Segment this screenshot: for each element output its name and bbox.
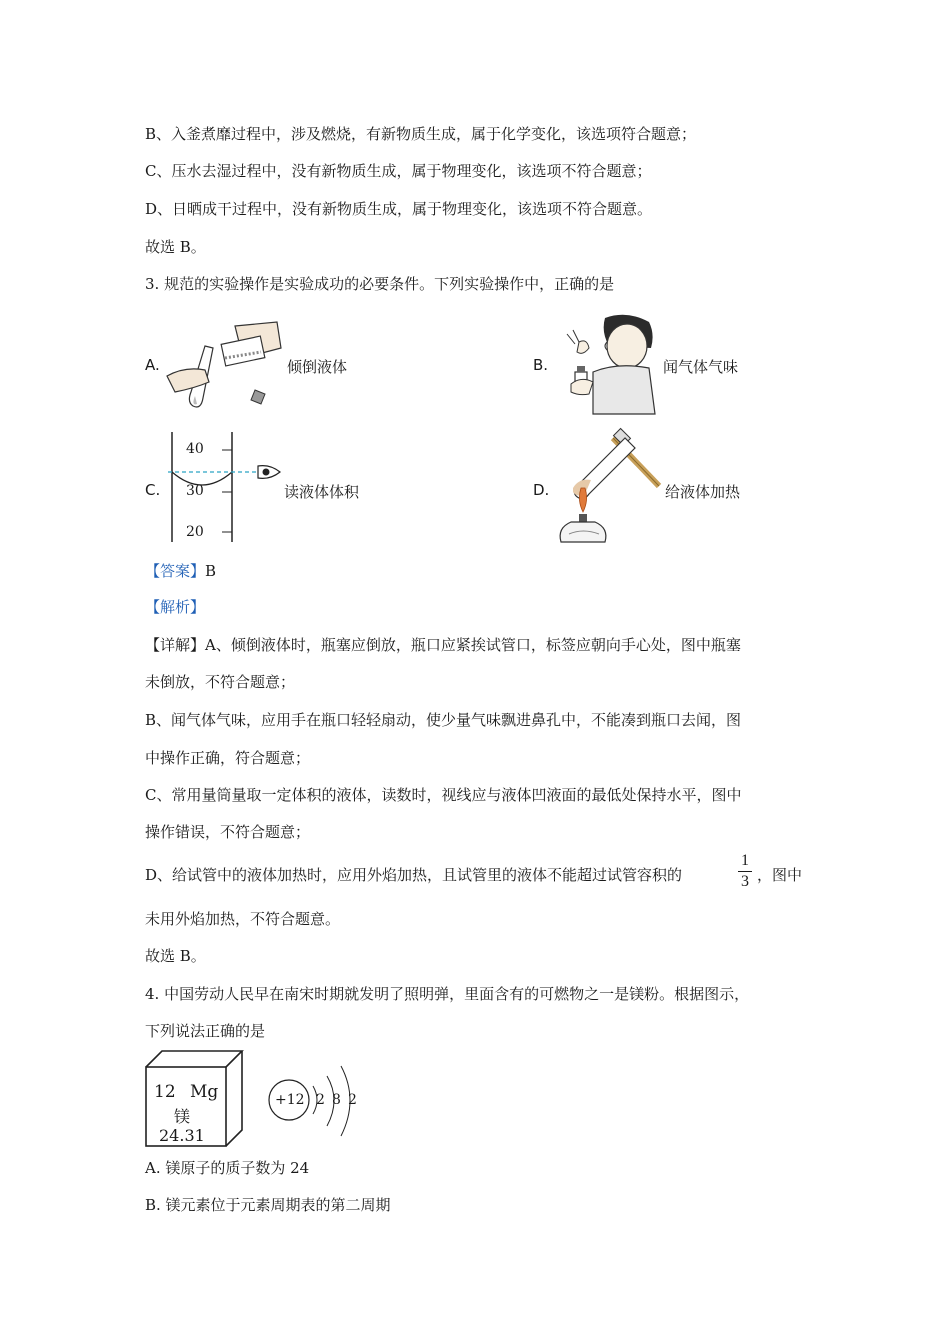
- answer-value: B: [205, 562, 217, 580]
- text-line: C、常用量筒量取一定体积的液体，读数时，视线应与液体凹液面的最低处保持水平，图中: [145, 786, 742, 804]
- fraction-one-third: [738, 852, 752, 891]
- question-4-stem: 4. 中国劳动人民早在南宋时期就发明了照明弹，里面含有的可燃物之一是镁粉。根据图示，: [145, 985, 750, 1003]
- option-b-text: 闻气体气味: [663, 358, 739, 376]
- text-line: 中操作正确，符合题意；: [145, 749, 311, 767]
- option-a: A. 镁原子的质子数为 24: [145, 1159, 310, 1177]
- text-line: C、压水去湿过程中，没有新物质生成，属于物理变化，该选项不符合题意；: [145, 162, 652, 180]
- element-symbol: Mg: [190, 1082, 219, 1102]
- cylinder-tick-label: 30: [186, 483, 204, 499]
- answer-tag: 【答案】: [145, 562, 206, 580]
- pouring-liquid-illustration: [165, 318, 285, 418]
- text-line: 操作错误，不符合题意；: [145, 823, 311, 841]
- graduated-cylinder-illustration: [166, 432, 286, 544]
- text-line: 未用外焰加热，不符合题意。: [145, 910, 341, 928]
- analysis-tag: 【解析】: [145, 598, 206, 616]
- fraction-bar: [738, 871, 752, 872]
- element-name: 镁: [174, 1107, 191, 1126]
- option-c-label: C.: [145, 481, 161, 499]
- answer-line: [145, 561, 216, 581]
- fraction-numerator: 1: [741, 852, 749, 869]
- shell-electrons: 2: [316, 1092, 325, 1108]
- cylinder-tick-label: 40: [186, 441, 204, 457]
- shell-electrons: 8: [332, 1092, 341, 1108]
- question-3-stem: 3. 规范的实验操作是实验成功的必要条件。下列实验操作中，正确的是: [145, 275, 615, 293]
- heating-liquid-illustration: [555, 430, 667, 548]
- option-d-label: D.: [533, 481, 550, 499]
- text-line: 故选 B。: [145, 947, 206, 965]
- shell-electrons: 2: [348, 1092, 357, 1108]
- text-line: 未倒放，不符合题意；: [145, 673, 296, 691]
- nucleus-charge: +12: [275, 1092, 305, 1108]
- detail-line: [145, 635, 741, 655]
- option-a-text: 倾倒液体: [287, 358, 348, 376]
- cylinder-tick-label: 20: [186, 524, 204, 540]
- element-atomic-number: 12: [154, 1082, 176, 1102]
- text-line: B、闻气体气味，应用手在瓶口轻轻扇动，使少量气味飘进鼻孔中，不能凑到瓶口去闻，图: [145, 711, 742, 729]
- detail-text: A、倾倒液体时，瓶塞应倒放，瓶口应紧挨试管口，标签应朝向手心处，图中瓶塞: [205, 636, 741, 654]
- atom-structure-diagram: [265, 1074, 375, 1144]
- fraction-denominator: 3: [741, 873, 749, 890]
- text-line: D、给试管中的液体加热时，应用外焰加热，且试管里的液体不能超过试管容积的: [145, 866, 683, 884]
- option-b: B. 镁元素位于元素周期表的第二周期: [145, 1196, 391, 1214]
- detail-tag: 【详解】: [145, 636, 206, 654]
- text-line: ，图中: [757, 866, 803, 884]
- option-a-label: A.: [145, 356, 160, 374]
- smelling-gas-illustration: [557, 312, 662, 417]
- option-d-text: 给液体加热: [665, 483, 741, 501]
- question-4-stem: 下列说法正确的是: [145, 1022, 266, 1040]
- text-line: D、日晒成干过程中，没有新物质生成，属于物理变化，该选项不符合题意。: [145, 200, 653, 218]
- option-c-text: 读液体体积: [284, 483, 360, 501]
- text-line: B、入釜煮靡过程中，涉及燃烧，有新物质生成，属于化学变化，该选项符合题意；: [145, 125, 697, 143]
- option-b-label: B.: [533, 356, 549, 374]
- element-atomic-mass: 24.31: [159, 1126, 205, 1145]
- text-line: 故选 B。: [145, 238, 206, 256]
